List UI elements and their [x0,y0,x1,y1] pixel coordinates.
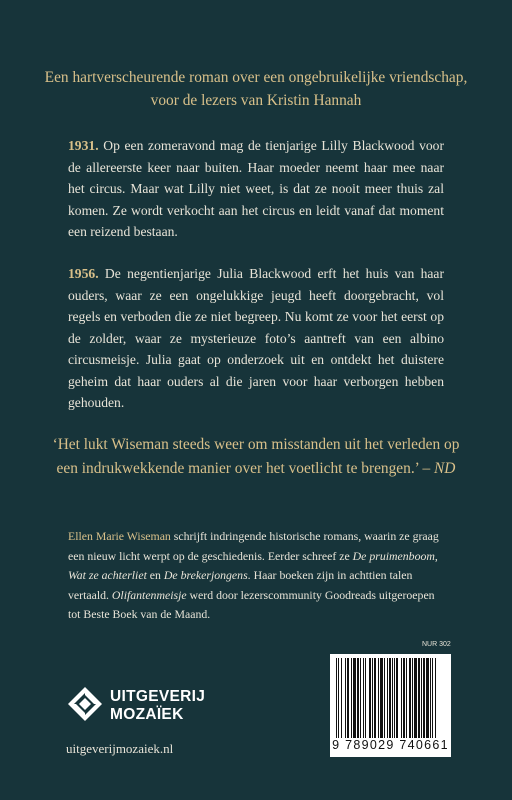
barcode-bar [365,658,366,738]
barcode-bar [421,658,422,738]
book-title: De pruimenboom [352,548,435,563]
barcode-bar [389,658,391,738]
isbn-number: 9 789029 740661 [332,738,449,752]
book-title: De brekerjongens [163,568,248,582]
barcode-bar [418,658,420,738]
barcode-bar [403,658,405,738]
barcode-bar [414,658,417,738]
book-title: Wat ze achterliet [68,568,147,582]
year-label: 1931. [68,138,99,153]
publisher-logo [66,685,266,729]
barcode-bar [435,658,436,738]
barcode-bars [334,658,447,738]
barcode-bar [353,658,356,738]
author-name: Ellen Marie Wiseman [68,529,171,543]
barcode-bar [432,658,433,738]
barcode-bar [363,658,364,738]
barcode-bar [336,658,337,738]
year-label: 1956. [68,266,99,281]
author-bio [68,527,444,625]
nur-code: NUR 302 [422,641,451,648]
mozaiek-logo-icon [66,685,104,723]
tagline: Een hartverscheurende roman over een ongebruikelijke vriendschap, voor de lezers van Kristin Hannah [44,69,468,109]
barcode-bar [426,658,429,738]
synopsis-paragraph-1956 [68,263,444,414]
barcode-bar [369,658,371,738]
barcode-bar [406,658,407,738]
barcode-bar [430,658,431,738]
bio-text: . Haar boeken zijn in achttien talen vertaald. [68,568,413,602]
barcode-bar [338,658,339,738]
bio-text: schrijft indringende historische romans, waarin ze graag een nieuw licht werpt op de geschiedenis. Eerder schreef ze [68,529,439,563]
synopsis-paragraph-1931 [68,135,444,243]
barcode-bar [360,658,361,738]
barcode-bar [374,658,376,738]
barcode-bar [345,658,346,738]
paragraph-text: De negentienjarige Julia Blackwood erft het huis van haar ouders, waar ze een ongelukkige jeugd heeft doorgebracht, vol regels en verboden die ze niet begreep. Nu komt ze voor het eerst op de zolder, waar ze mysterieuze foto’s aantreft van een albino circusmeisje. Julia gaat op onderzoek uit en ontdekt het duistere geheim dat haar ouders al die jaren voor haar verborgen hebben gehouden. [68,266,444,410]
barcode-bar [392,658,393,738]
barcode-bar [357,658,359,738]
publisher-name-line2: MOZAÏEK [110,706,184,723]
barcode-bar [396,658,398,738]
quote-source: ND [434,460,456,477]
quote-text: ‘Het lukt Wiseman steeds weer om misstanden uit het verleden op een indrukwekkende manier over het voetlicht te brengen.’ – [52,436,460,477]
barcode-bar [401,658,402,738]
book-title: Olifantenmeisje [111,587,187,602]
barcode-bar [378,658,379,738]
barcode-bar [394,658,395,738]
publisher-name-line1: UITGEVERIJ [110,688,206,705]
barcode-bar [347,658,349,738]
barcode-bar [384,658,385,738]
barcode-bar [372,658,373,738]
barcode-bar [412,658,413,738]
publisher-url: uitgeverijmozaiek.nl [66,741,174,756]
barcode-bar [423,658,425,738]
barcode-bar [351,658,352,738]
barcode-bar [409,658,411,738]
isbn-barcode [330,654,451,757]
barcode-bar [387,658,388,738]
bio-text: en [146,568,164,582]
barcode-bar [341,658,342,738]
paragraph-text: Op een zomeravond mag de tienjarige Lilly Blackwood voor de allereerste keer naar buiten. Haar moeder neemt haar mee naar het circus. Maar wat Lilly niet weet, is dat ze nooit meer thuis zal komen. Ze wordt verkocht aan het circus en leidt vanaf dat moment een reizend bestaan. [68,138,444,239]
barcode-bar [380,658,383,738]
press-quote [40,433,472,481]
bio-text: werd door lezerscommunity Goodreads uitgeroepen tot Beste Boek van de Maand. [68,587,435,621]
bio-text: , [434,548,438,563]
